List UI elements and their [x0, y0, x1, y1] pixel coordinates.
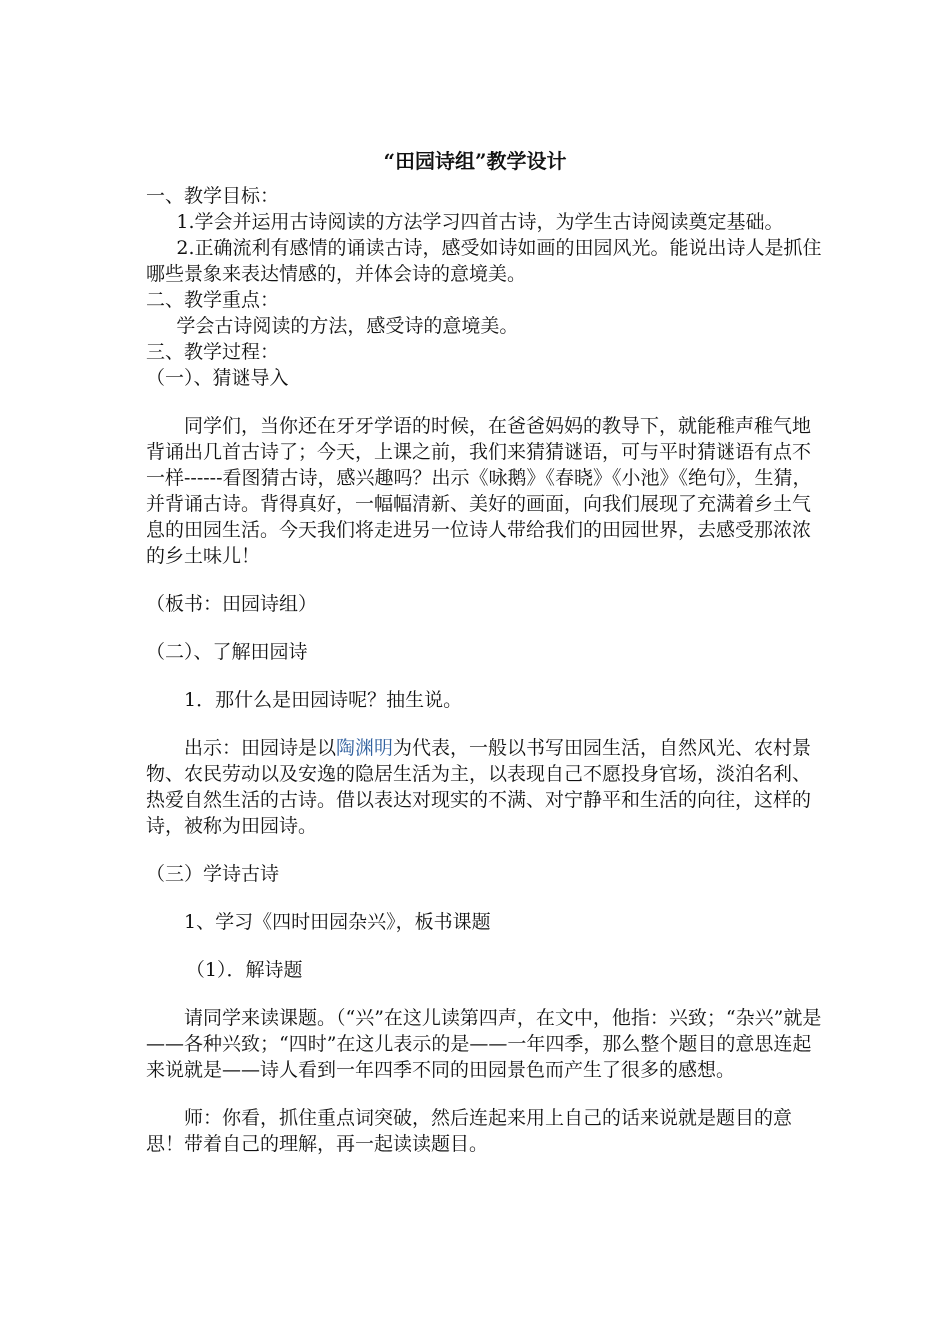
step-riddle-paragraph: 同学们，当你还在牙牙学语的时候，在爸爸妈妈的教导下，就能稚声稚气地背诵出几首古诗了；今天，上课之前，我们来猜猜谜语，可与平时猜谜语有点不一样------看图猜古诗，感兴趣吗？出示《咏鹅》《春晓》《小池》《绝句》，生猜，并背诵古诗。背得真好，一幅幅清新、美好的画面，向我们展现了充满着乡土气息的田园生活。今天我们将走进另一位诗人带给我们的田园世界，去感受那浓浓的乡土味儿！	[146, 415, 812, 567]
step-read-title-paragraph: 请同学来读课题。（“兴”在这儿读第四声，在文中，他指：兴致；“杂兴”就是——各种兴致；“四时”在这儿表示的是——一年四季，那么整个题目的意思连起来说就是——诗人看到一年四季不同的田园景色而产生了很多的感想。	[146, 1007, 822, 1081]
step-heading-riddle: （一）、猜谜导入	[146, 367, 289, 389]
step-pastoral-definition	[146, 735, 826, 839]
tao-yuanming-link[interactable]: 陶渊明	[336, 737, 394, 759]
step-heading-pastoral: （二）、了解田园诗	[146, 641, 308, 663]
section-heading-goals: 一、教学目标：	[146, 185, 280, 207]
teacher-paragraph: 师：你看，抓住重点词突破，然后连起来用上自己的话来说就是题目的意思！带着自己的理解，再一起读读题目。	[146, 1107, 793, 1155]
step-learn-sub-1: （1）．解诗题	[185, 959, 303, 981]
definition-prefix: 出示：田园诗是以	[184, 737, 337, 759]
definition-rest: 为代表，一般以书写田园生活，自然风光、农村景物、农民劳动以及安逸的隐居生活为主，以表现自己不愿投身官场，淡泊名利、热爱自然生活的古诗。借以表达对现实的不满、对宁静平和生活的向往，这样的诗，被称为田园诗。	[146, 737, 812, 837]
section-heading-process: 三、教学过程：	[146, 341, 280, 363]
key-point: 学会古诗阅读的方法，感受诗的意境美。	[176, 315, 519, 337]
step-pastoral-question: 1．那什么是田园诗呢？抽生说。	[184, 689, 463, 711]
document-body	[146, 183, 826, 1157]
document-title: “田园诗组”教学设计	[383, 149, 567, 173]
step-heading-learn-poems: （三）学诗古诗	[146, 863, 280, 885]
step-learn-item-1: 1、学习《四时田园杂兴》，板书课题	[184, 911, 491, 933]
board-note-1: （板书：田园诗组）	[146, 593, 318, 615]
section-heading-key-points: 二、教学重点：	[146, 289, 280, 311]
goal-2: 2.正确流利有感情的诵读古诗，感受如诗如画的田园风光。能说出诗人是抓住哪些景象来表达情感的，并体会诗的意境美。	[146, 237, 822, 285]
goal-1: 1.学会并运用古诗阅读的方法学习四首古诗，为学生古诗阅读奠定基础。	[176, 211, 784, 233]
